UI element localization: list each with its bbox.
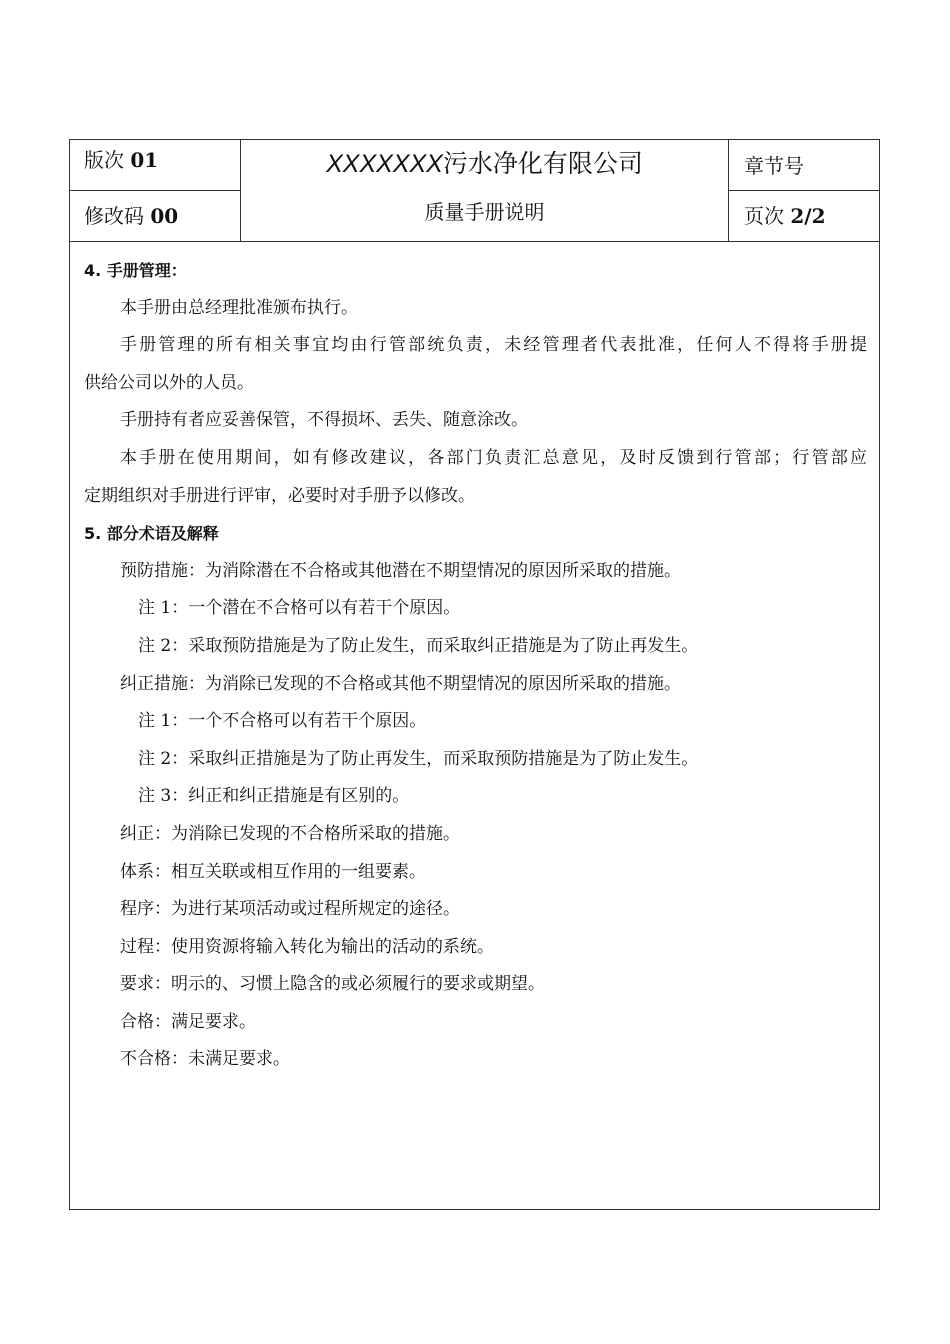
term-definition: 程序：为进行某项活动或过程所规定的途径。 — [120, 899, 460, 920]
chapter-cell — [744, 150, 804, 179]
edition-label: 版次 — [84, 148, 124, 172]
term-definition: 要求：明示的、习惯上隐含的或必须履行的要求或期望。 — [120, 974, 545, 995]
document-body — [84, 252, 867, 1079]
page-value: 2/2 — [790, 204, 826, 228]
section-5-heading: 5. 部分术语及解释 — [84, 524, 219, 544]
page-label: 页次 — [744, 204, 784, 228]
document-title: 质量手册说明 — [424, 200, 545, 224]
revision-value: 00 — [150, 204, 179, 228]
paragraph: 手册管理的所有相关事宜均由行管部统负责，未经管理者代表批准，任何人不得将手册提 — [120, 335, 867, 356]
term-note: 注 2：采取预防措施是为了防止发生，而采取纠正措施是为了防止再发生。 — [138, 635, 699, 656]
term-definition: 不合格：未满足要求。 — [120, 1049, 290, 1070]
paragraph: 本手册由总经理批准颁布执行。 — [120, 297, 358, 318]
term-definition: 体系：相互关联或相互作用的一组要素。 — [120, 861, 426, 882]
document-frame — [69, 139, 880, 1210]
term-definition: 合格：满足要求。 — [120, 1011, 256, 1032]
company-name-latin: XXXXXXX — [326, 150, 443, 178]
term-definition: 纠正：为消除已发现的不合格所采取的措施。 — [120, 823, 460, 844]
term-definition: 纠正措施：为消除已发现的不合格或其他不期望情况的原因所采取的措施。 — [120, 673, 681, 694]
chapter-label: 章节号 — [744, 154, 804, 178]
paragraph-continuation: 供给公司以外的人员。 — [84, 372, 254, 393]
header-row-divider-left — [70, 190, 240, 191]
paragraph: 手册持有者应妥善保管，不得损坏、丢失、随意涂改。 — [120, 410, 528, 431]
term-definition: 预防措施：为消除潜在不合格或其他潜在不期望情况的原因所采取的措施。 — [120, 560, 681, 581]
header-table — [70, 140, 879, 242]
term-note: 注 2：采取纠正措施是为了防止再发生，而采取预防措施是为了防止发生。 — [138, 748, 699, 769]
term-note: 注 1：一个不合格可以有若干个原因。 — [138, 711, 427, 732]
section-4-heading: 4. 手册管理： — [84, 261, 187, 280]
revision-label: 修改码 — [84, 204, 144, 228]
edition-value: 01 — [130, 148, 159, 172]
company-name — [241, 144, 728, 180]
paragraph: 本手册在使用期间，如有修改建议，各部门负责汇总意见，及时反馈到行管部；行管部应 — [120, 447, 867, 468]
paragraph-continuation: 定期组织对手册进行评审，必要时对手册予以修改。 — [84, 485, 475, 506]
company-name-cn: 污水净化有限公司 — [442, 149, 643, 178]
header-row-divider-right — [728, 190, 879, 191]
page-cell — [744, 200, 826, 229]
term-note: 注 1：一个潜在不合格可以有若干个原因。 — [138, 598, 461, 619]
edition-cell — [84, 144, 158, 173]
term-definition: 过程：使用资源将输入转化为输出的活动的系统。 — [120, 936, 494, 957]
term-note: 注 3：纠正和纠正措施是有区别的。 — [138, 786, 410, 807]
revision-cell — [84, 200, 178, 229]
